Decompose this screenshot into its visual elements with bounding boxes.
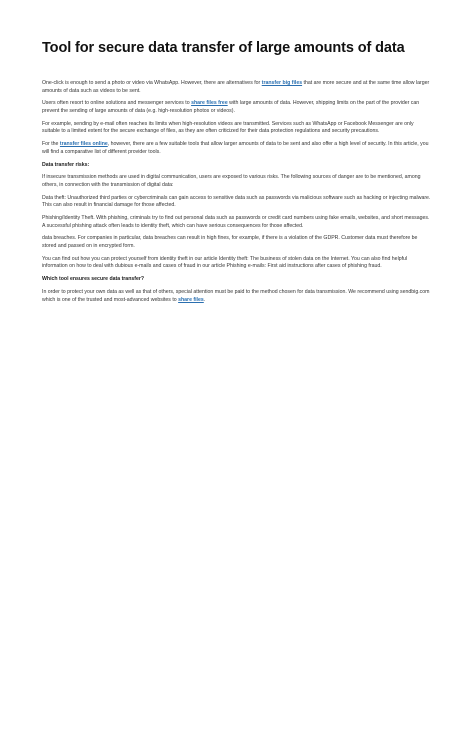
paragraph-text: , however, there are a few suitable tools that allow larger amounts of data to be sent and also offer a high level of security. In this article, you will find a comparative list of different provider tools. (42, 141, 429, 155)
link-share-files[interactable]: share files (178, 296, 204, 303)
link-transfer-files-online[interactable]: transfer files online (59, 141, 108, 148)
paragraph-data-breaches: data breaches. For companies in particular, data breaches can result in high fines, for example, if there is a violation of the GDPR. Customer data must therefore be stored and passed on in encrypted form. (42, 235, 418, 249)
paragraph-text: For the (42, 141, 60, 148)
heading-data-transfer-risks: Data transfer risks: (42, 161, 90, 168)
paragraph-email-limits: For example, sending by e-mail often reaches its limits when high-resolution videos are transmitted. Services such as WhatsApp or Facebook Messenger are only suitable to a limited extent for the secure exchange of files, as they are often criticized for their data protection regulations and security precautions. (42, 120, 414, 135)
paragraph-text: One-click is enough to send a photo or video via WhatsApp. However, there are alternatives for (42, 80, 262, 86)
heading-which-tool: Which tool ensures secure data transfer? (42, 276, 145, 283)
paragraph-online-solutions (42, 100, 431, 115)
paragraph-text: Users often resort to online solutions and messenger services to (42, 100, 192, 107)
paragraph-text: with large amounts of data. However, shipping limits on the part of the provider can prevent the sending of large amounts of data (e.g. high-resolution photos or videos). (42, 100, 420, 114)
page-title: Tool for secure data transfer of large amounts of data (42, 40, 405, 56)
paragraph-text: that are more secure and at the same time allow larger amounts of data such as videos to be sent. (42, 80, 430, 94)
paragraph-text: In order to protect your own data as well as that of others, special attention must be paid to the method chosen for data transmission. We recommend using sendbig.com which is one of the trusted and most-advanced websites to (42, 288, 430, 303)
paragraph-insecure-methods: If insecure transmission methods are used in digital communication, users are exposed to various risks. The following sources of danger are to be mentioned, among others, in connection with the transmission of digital data: (42, 174, 421, 188)
paragraph-phishing: Phishing/Identity Theft. With phishing, criminals try to find out personal data such as passwords or credit card numbers using fake emails, websites, and short messages. A successful phishing attack often leads to identity theft, which can have serious consequences for those affected. (42, 215, 430, 229)
paragraph-recommendation (42, 289, 431, 304)
document-page (42, 40, 431, 309)
paragraph-intro (42, 80, 431, 95)
link-transfer-big-files[interactable]: transfer big files (261, 80, 303, 86)
paragraph-identity-theft: You can find out how you can protect yourself from identity theft in our article Identity theft: The business of stolen data on the Internet. You can also find helpful information on how to deal with dubious e-mails and cases of fraud in our article Phishing e-mails: First aid instructions after cases of phishing fraud. (42, 255, 408, 270)
paragraph-text: . (203, 296, 206, 303)
paragraph-suitable-tools (42, 141, 431, 156)
link-share-files-free[interactable]: share files free (191, 100, 228, 107)
paragraph-data-theft: Data theft: Unauthorized third parties or cybercriminals can gain access to sensitive data such as passwords via malicious software such as hacking or injecting malware. This can also result in financial damage for those affected. (42, 194, 431, 209)
